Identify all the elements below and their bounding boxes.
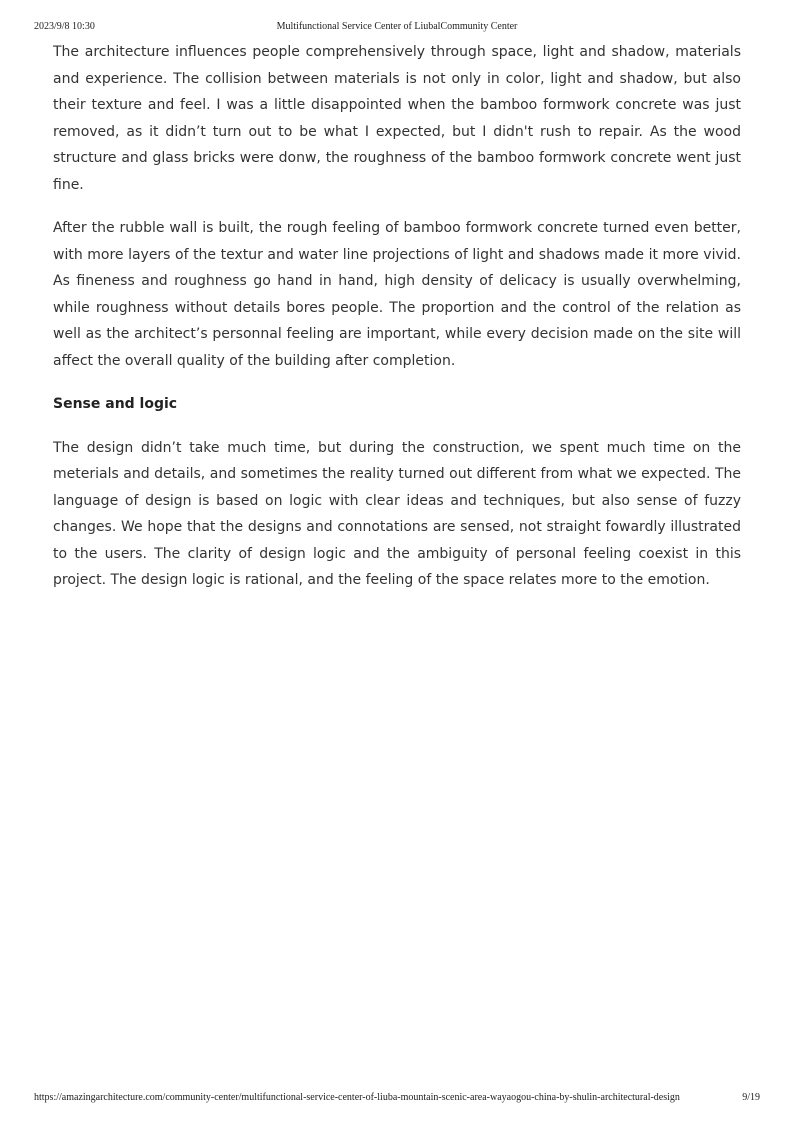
print-header: [34, 21, 760, 35]
section-heading: Sense and logic: [53, 396, 178, 412]
article-body: [53, 39, 741, 611]
print-datetime: 2023/9/8 10:30: [34, 21, 95, 32]
print-page-title: Multifunctional Service Center of LiubalCommunity Center: [276, 21, 518, 32]
article-paragraph-3: The design didn’t take much time, but during the construction, we spent much time on the meterials and details, and sometimes the reality turned out different from what we expected. The language of design is based on logic with clear ideas and techniques, but also sense of fuzzy changes. We hope that the designs and connotations are sensed, not straight fowardly illustrated to the users. The clarity of design logic and the ambiguity of personal feeling coexist in this project. The design logic is rational, and the feeling of the space relates more to the emotion.: [53, 439, 741, 588]
print-url: https://amazingarchitecture.com/community-center/multifunctional-service-center-of-liuba-mountain-scenic-area-wayaogou-china-by-shulin-architectural-design: [34, 1092, 680, 1103]
print-footer: [34, 1092, 760, 1106]
article-paragraph-1: The architecture influences people comprehensively through space, light and shadow, materials and experience. The collision between materials is not only in color, light and shadow, but also their texture and feel. I was a little disappointed when the bamboo formwork concrete was just removed, as it didn’t turn out to be what I expected, but I didn't rush to repair. As the wood structure and glass bricks were donw, the roughness of the bamboo formwork concrete went just fine.: [53, 44, 741, 193]
article-paragraph-2: After the rubble wall is built, the rough feeling of bamboo formwork concrete turned even better, with more layers of the textur and water line projections of light and shadows made it more vivid. As fineness and roughness go hand in hand, high density of delicacy is usually overwhelming, while roughness without details bores people. The proportion and the control of the relation as well as the architect’s personnal feeling are important, while every decision made on the site will affect the overall quality of the building after completion.: [53, 220, 741, 369]
page-indicator: 9/19: [742, 1092, 760, 1103]
